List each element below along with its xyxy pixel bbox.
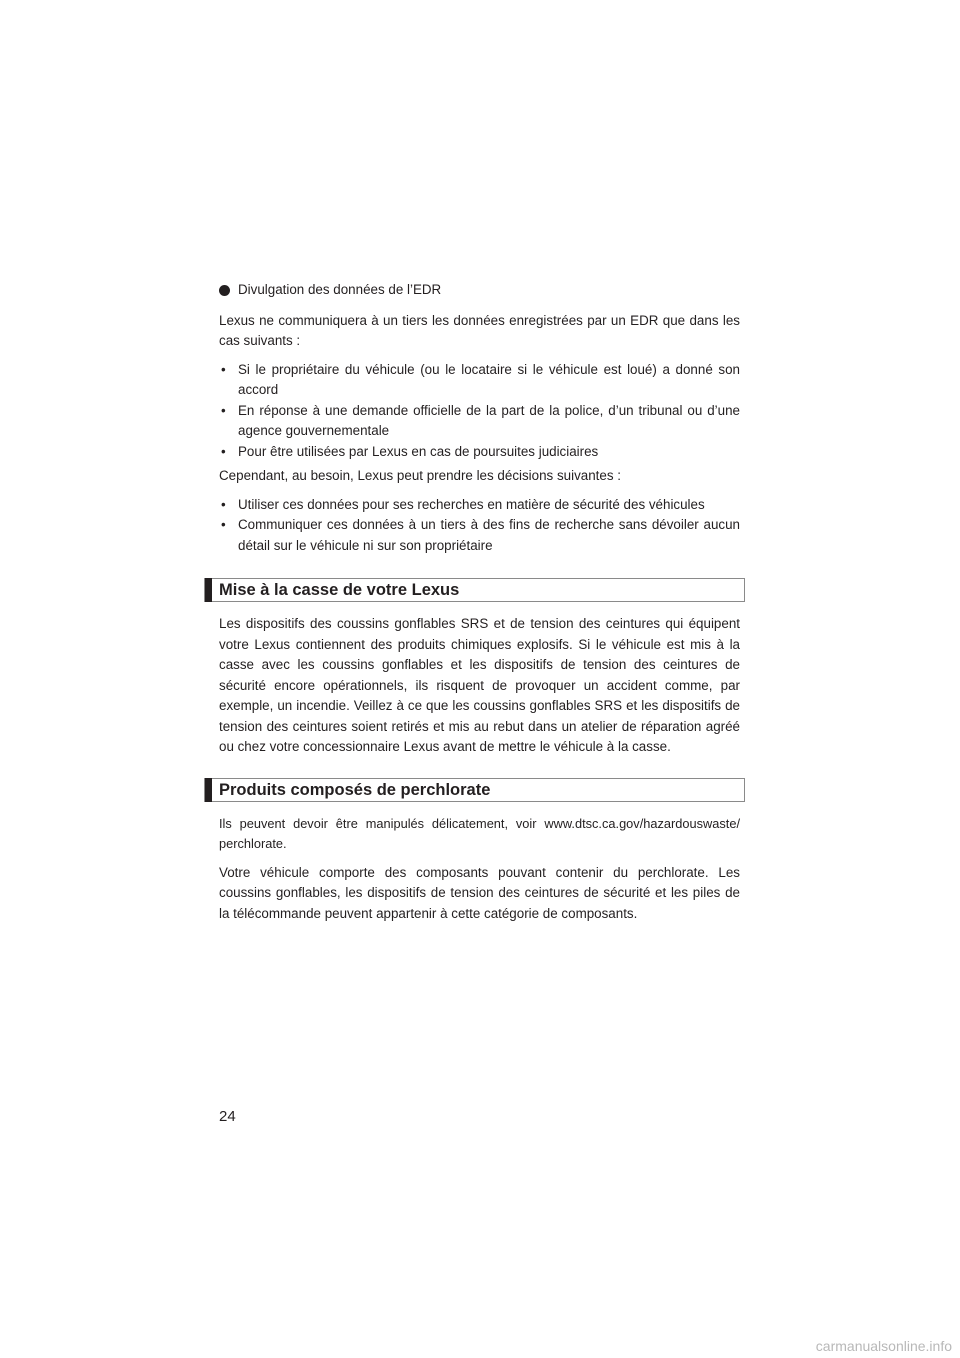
edr-heading xyxy=(219,280,740,301)
perchlorate-note: Ils peuvent devoir être manipulés délicatement, voir www.dtsc.ca.gov/hazardouswaste/ perchlorate. xyxy=(219,815,740,851)
section-heading-scrap xyxy=(204,578,745,602)
scrap-body: Les dispositifs des coussins gonflables SRS et de tension des ceintures qui équipent votre Lexus contiennent des produits chimiques explosifs. Si le véhicule est mis à la casse avec les coussins gonflables et les dispositifs de tension des ceintures de sécurité encore opérationnels, ils risquent de provoquer un accident comme, par exemple, un incendie. Veillez à ce que les coussins gonflables SRS et les dispositifs de tension des ceintures soient retirés et mis au rebut dans un atelier de réparation agréé ou chez votre concessionnaire Lexus avant de mettre le véhicule à la casse. xyxy=(219,616,740,754)
bullet-dot-icon xyxy=(219,285,230,296)
edr-heading-text: Divulgation des données de l’EDR xyxy=(238,282,442,297)
list-item: • Si le propriétaire du véhicule (ou le locataire si le véhicule est loué) a donné son accord xyxy=(221,361,740,397)
watermark: carmanualsonline.info xyxy=(815,1338,952,1354)
perchlorate-body: Votre véhicule comporte des composants pouvant contenir du perchlorate. Les coussins gonflables, les dispositifs de tension des ceintures de sécurité et les piles de la télécommande peuvent appartenir à cette catégorie de composants. xyxy=(219,864,740,921)
section-marker xyxy=(205,778,212,802)
section-heading-text: Produits composés de perchlorate xyxy=(219,780,491,799)
section-heading-text: Mise à la casse de votre Lexus xyxy=(219,581,460,599)
edr-intro: Lexus ne communiquera à un tiers les données enregistrées par un EDR que dans les cas suivants : xyxy=(219,312,740,348)
list-item: • Utiliser ces données pour ses recherches en matière de sécurité des véhicules xyxy=(221,496,705,512)
page-content xyxy=(219,280,740,924)
edr-decisions-list xyxy=(219,495,740,557)
list-item: • En réponse à une demande officielle de la part de la police, d’un tribunal ou d’une agence gouvernementale xyxy=(221,402,740,438)
edr-cases-list xyxy=(219,360,740,463)
page-number: 24 xyxy=(219,1108,236,1125)
section-heading-perchlorate xyxy=(204,778,745,802)
list-item: • Pour être utilisées par Lexus en cas de poursuites judiciaires xyxy=(221,443,599,459)
edr-however: Cependant, au besoin, Lexus peut prendre les décisions suivantes : xyxy=(219,468,621,483)
section-marker xyxy=(205,578,212,602)
list-item: • Communiquer ces données à un tiers à des fins de recherche sans dévoiler aucun détail sur le véhicule ni sur son propriétaire xyxy=(221,517,740,553)
